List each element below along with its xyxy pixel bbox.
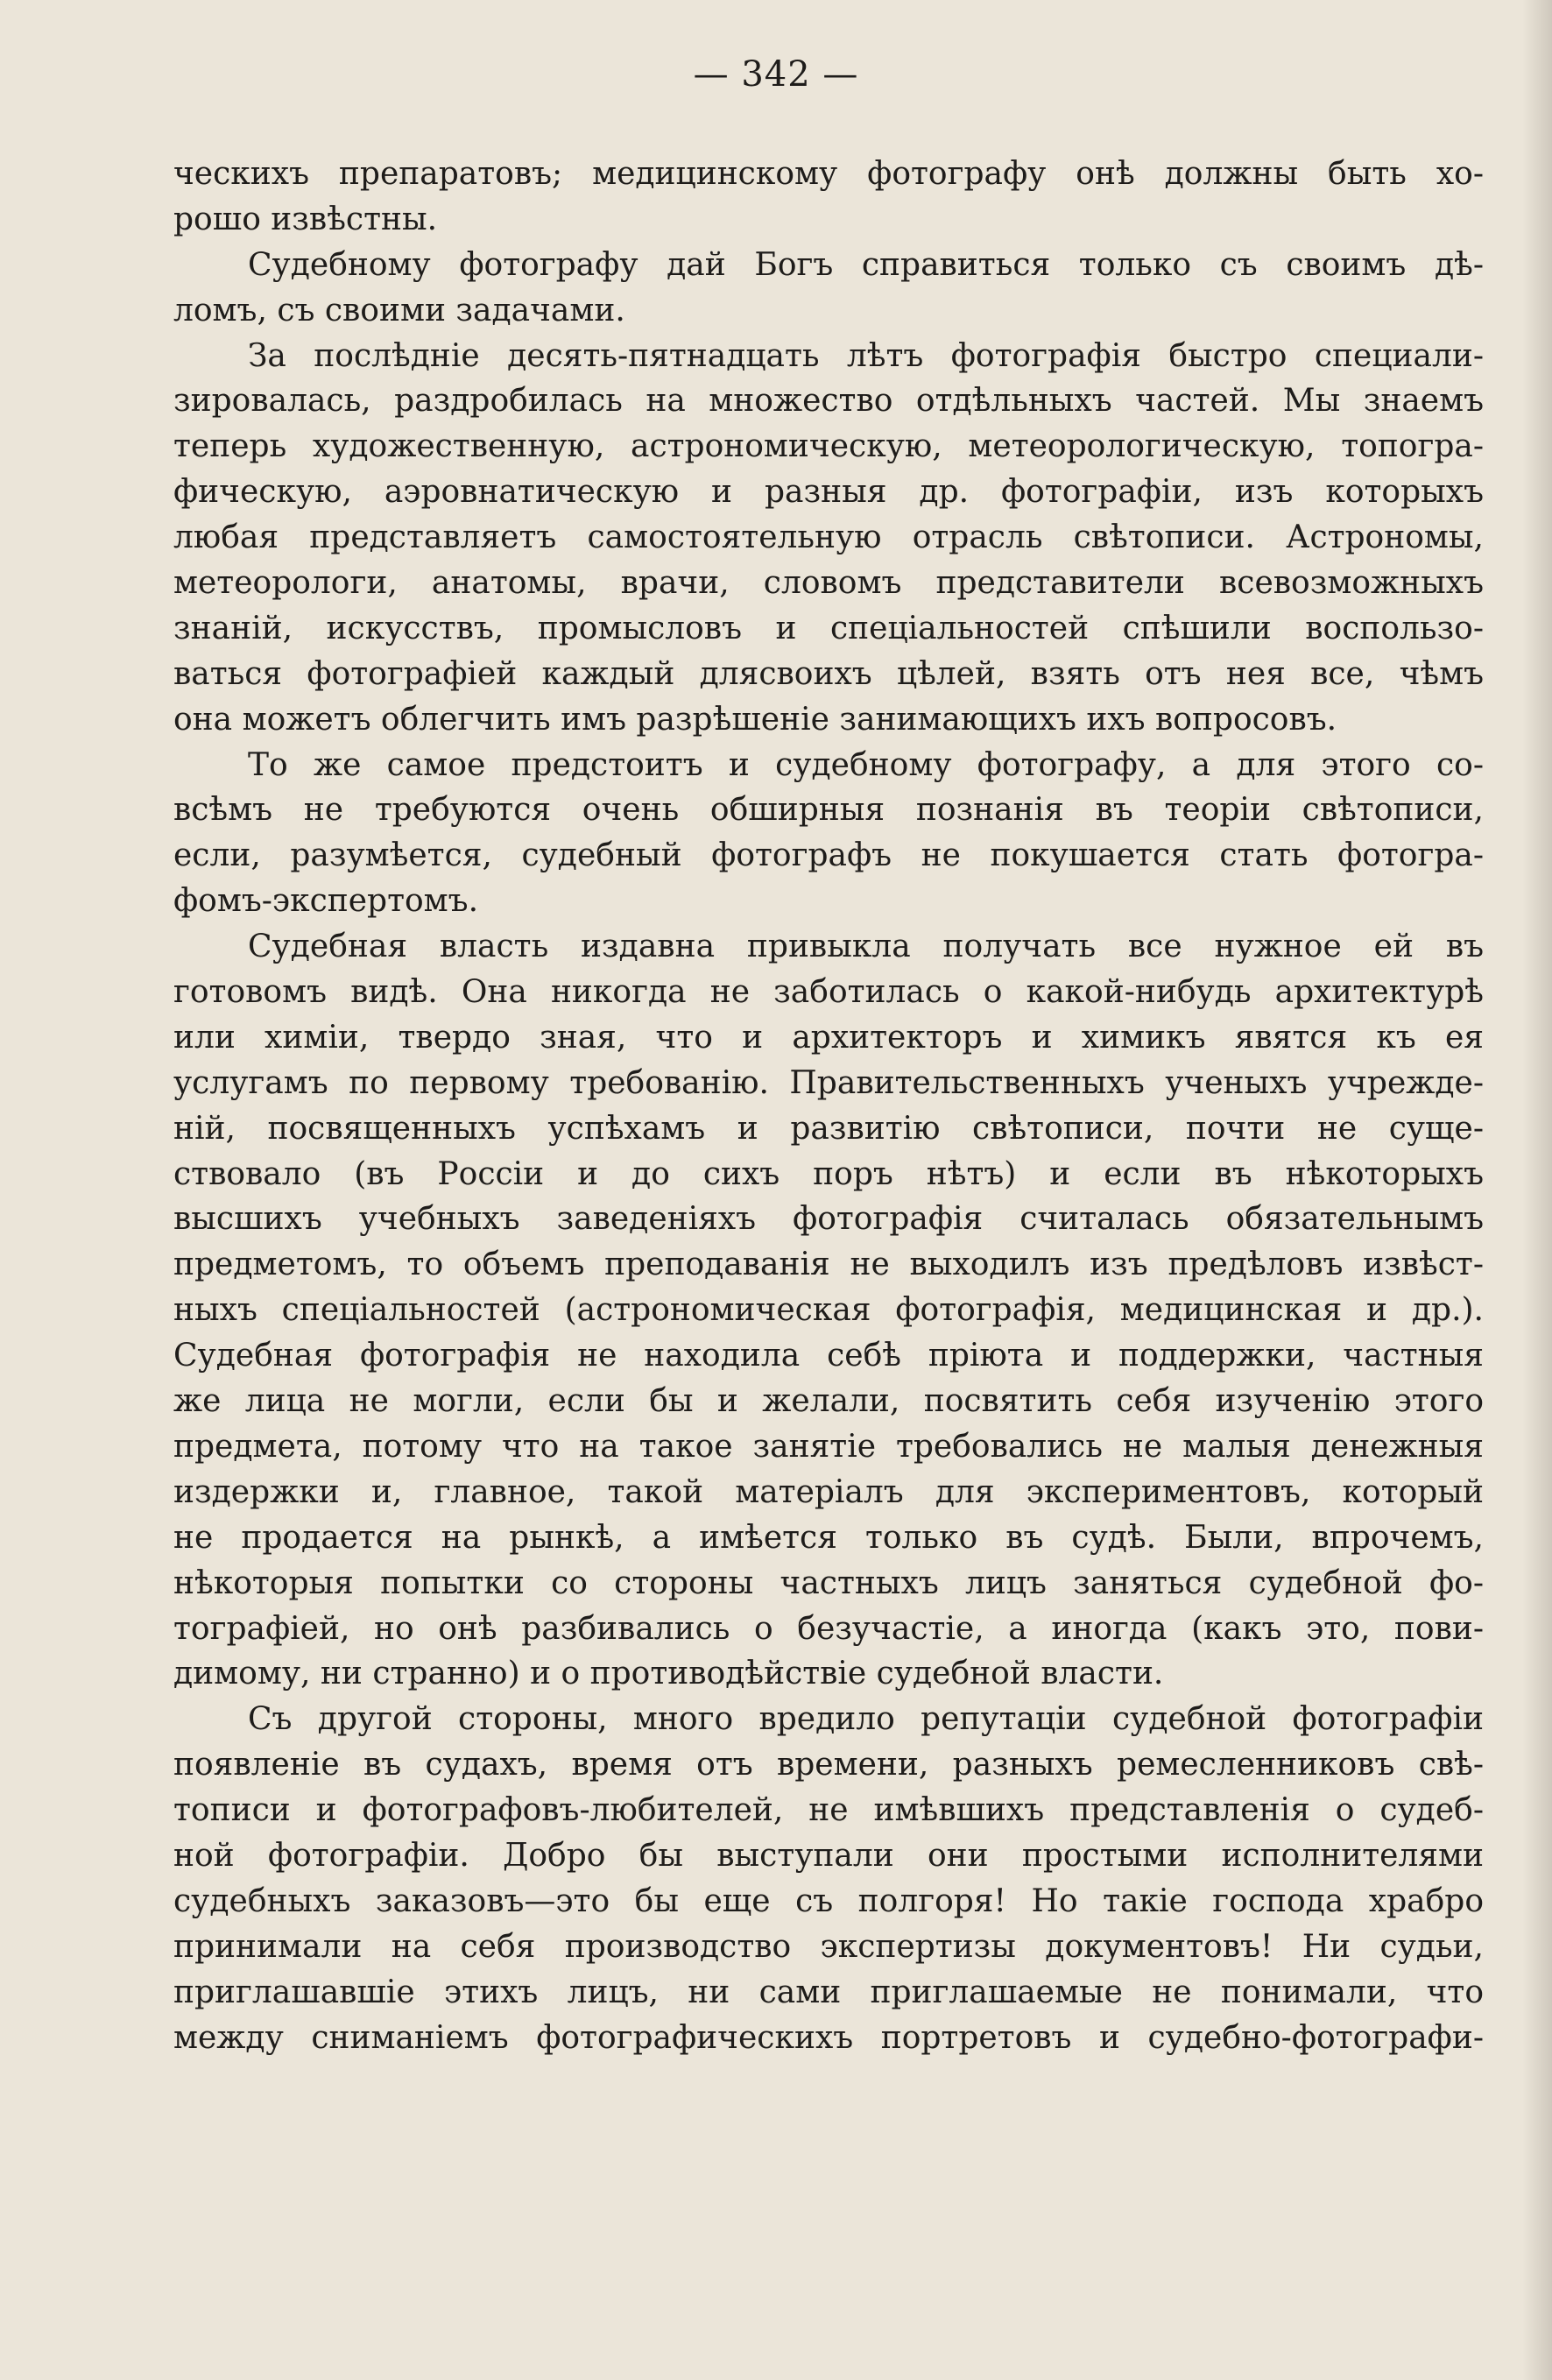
- paragraph: [173, 743, 1484, 925]
- text-line: не продается на рынкѣ, а имѣется только въ судѣ. Были, впрочемъ,: [173, 1519, 1484, 1556]
- text-line: Съ другой стороны, много вредило репутаціи судебной фотографіи: [248, 1701, 1484, 1738]
- text-line: тописи и фотографовъ-любителей, не имѣвшихъ представленія о судеб-: [173, 1792, 1484, 1829]
- text-line: ческихъ препаратовъ; медицинскому фотографу онѣ должны быть хо-: [173, 156, 1484, 192]
- text-line: всѣмъ не требуются очень обширныя познанія въ теоріи свѣтописи,: [173, 792, 1484, 829]
- text-line: высшихъ учебныхъ заведеніяхъ фотографія считалась обязательнымъ: [173, 1201, 1484, 1238]
- text-line: же лица не могли, если бы и желали, посвятить себя изученію этого: [173, 1383, 1484, 1420]
- text-line: ныхъ спеціальностей (астрономическая фотографія, медицинская и др.).: [173, 1292, 1484, 1329]
- text-line: услугамъ по первому требованію. Правительственныхъ ученыхъ учрежде-: [173, 1064, 1484, 1101]
- text-line: предметомъ, то объемъ преподаванія не выходилъ изъ предѣловъ извѣст-: [173, 1246, 1484, 1283]
- text-line: фическую, аэровнатическую и разныя др. фотографіи, изъ которыхъ: [173, 474, 1484, 511]
- text-line: За послѣдніе десять-пятнадцать лѣтъ фотографія быстро специали-: [248, 337, 1484, 374]
- text-line: между сниманіемъ фотографическихъ портретовъ и судебно-фотографи-: [173, 2019, 1484, 2056]
- page-edge-shadow: [1522, 0, 1552, 2380]
- text-line: предмета, потому что на такое занятіе требовались не малыя денежныя: [173, 1428, 1484, 1465]
- text-line: ваться фотографіей каждый длясвоихъ цѣлей, взять отъ нея все, чѣмъ: [173, 655, 1484, 692]
- text-line: ной фотографіи. Добро бы выступали они простыми исполнителями: [173, 1837, 1484, 1874]
- text-line: теперь художественную, астрономическую, метеорологическую, топогра-: [173, 428, 1484, 465]
- text-line: ній, посвященныхъ успѣхамъ и развитію свѣтописи, почти не суще-: [173, 1110, 1484, 1147]
- text-line: знаній, искусствъ, промысловъ и спеціальностей спѣшили воспользо-: [173, 610, 1484, 646]
- page-number: — 342 —: [693, 54, 859, 95]
- text-line: если, разумѣется, судебный фотографъ не покушается стать фотогра-: [173, 837, 1484, 874]
- text-line: ломъ, съ своими задачами.: [173, 292, 625, 328]
- text-line: нѣкоторыя попытки со стороны частныхъ лицъ заняться судебной фо-: [173, 1564, 1484, 1601]
- text-line: ствовало (въ Россіи и до сихъ поръ нѣтъ) и если въ нѣкоторыхъ: [173, 1155, 1484, 1192]
- page-text: [173, 152, 1484, 2060]
- text-line: зировалась, раздробилась на множество отдѣльныхъ частей. Мы знаемъ: [173, 383, 1484, 420]
- text-line: издержки и, главное, такой матеріалъ для экспериментовъ, который: [173, 1473, 1484, 1510]
- text-line: или химіи, твердо зная, что и архитекторъ и химикъ явятся къ ея: [173, 1019, 1484, 1056]
- text-line: Судебная фотографія не находила себѣ пріюта и поддержки, частныя: [173, 1338, 1484, 1374]
- text-line: То же самое предстоитъ и судебному фотографу, а для этого со-: [248, 746, 1484, 783]
- text-line: готовомъ видѣ. Она никогда не заботилась о какой-нибудь архитектурѣ: [173, 974, 1484, 1011]
- text-line: принимали на себя производство экспертизы документовъ! Ни судьи,: [173, 1928, 1484, 1965]
- paragraph: [173, 243, 1484, 334]
- text-line: любая представляетъ самостоятельную отрасль свѣтописи. Астрономы,: [173, 519, 1484, 556]
- text-line: она можетъ облегчить имъ разрѣшеніе занимающихъ ихъ вопросовъ.: [173, 701, 1337, 738]
- text-line: димому, ни странно) и о противодѣйствіе судебной власти.: [173, 1656, 1164, 1692]
- paragraph: [173, 152, 1484, 243]
- text-line: метеорологи, анатомы, врачи, словомъ представители всевозможныхъ: [173, 565, 1484, 602]
- text-line: фомъ-экспертомъ.: [173, 883, 479, 920]
- text-line: приглашавшіе этихъ лицъ, ни сами приглашаемые не понимали, что: [173, 1974, 1484, 2010]
- text-line: Судебному фотографу дай Богъ справиться только съ своимъ дѣ-: [248, 246, 1484, 283]
- paragraph: [173, 1697, 1484, 2060]
- text-line: Судебная власть издавна привыкла получать все нужное ей въ: [248, 929, 1484, 965]
- text-line: тографіей, но онѣ разбивались о безучастіе, а иногда (какъ это, пови-: [173, 1610, 1484, 1647]
- text-line: рошо извѣстны.: [173, 201, 438, 237]
- text-line: судебныхъ заказовъ—это бы еще съ полгоря! Но такіе господа храбро: [173, 1882, 1484, 1919]
- text-line: появленіе въ судахъ, время отъ времени, разныхъ ремесленниковъ свѣ-: [173, 1747, 1484, 1783]
- paragraph: [173, 924, 1484, 1697]
- paragraph: [173, 334, 1484, 743]
